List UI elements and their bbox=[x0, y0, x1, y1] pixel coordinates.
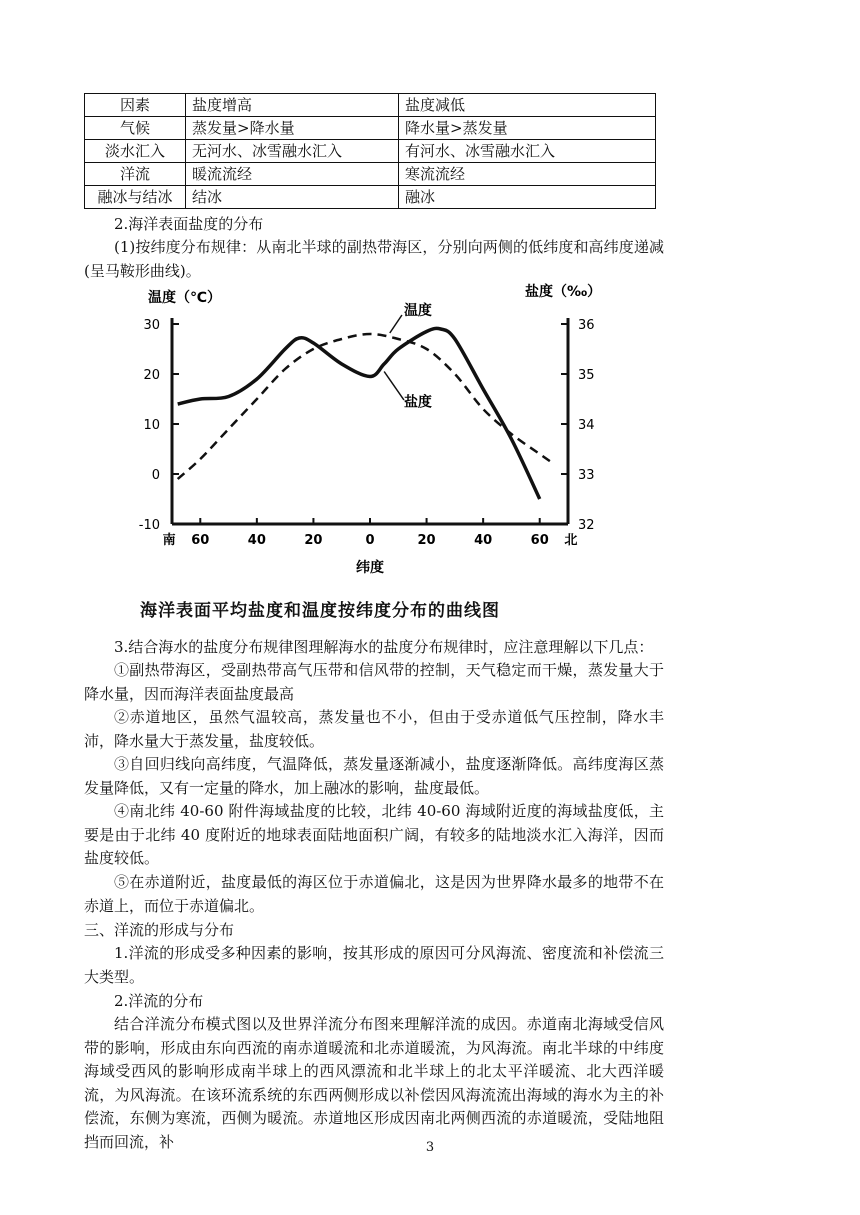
x-tick-label: 20 bbox=[304, 533, 323, 548]
x-tick-label: 60 bbox=[191, 533, 210, 548]
x-tick-label: 40 bbox=[474, 533, 493, 548]
page-number: 3 bbox=[425, 1140, 435, 1155]
paragraph-point-2: ②赤道地区，虽然气温较高，蒸发量也不小，但由于受赤道低气压控制，降水丰沛，降水量大于蒸发量，盐度较低。 bbox=[84, 708, 664, 750]
y-left-axis-title: 温度（℃） bbox=[148, 290, 221, 306]
table-cell: 寒流流经 bbox=[399, 163, 656, 186]
x-tick-label: 0 bbox=[365, 533, 375, 548]
paragraph-point-1: ①副热带海区，受副热带高气压带和信风带的控制，天气稳定而干燥，蒸发量大于降水量，因而海洋表面盐度最高 bbox=[84, 661, 664, 703]
paragraph: 1.洋流的形成受多种因素的影响，按其形成的原因可分风海流、密度流和补偿流三大类型。 bbox=[84, 944, 664, 986]
x-tick-label: 20 bbox=[417, 533, 436, 548]
chart-plot-area bbox=[139, 283, 601, 576]
table-header-cell: 盐度增高 bbox=[186, 94, 399, 117]
x-tick-label: 60 bbox=[530, 533, 549, 548]
y-right-tick-label: 36 bbox=[578, 318, 595, 333]
table-row bbox=[85, 117, 656, 140]
section-heading: 2.海洋表面盐度的分布 bbox=[114, 215, 264, 233]
y-left-tick-label: 30 bbox=[143, 318, 160, 333]
table-cell: 有河水、冰雪融水汇入 bbox=[399, 140, 656, 163]
x-tick-label: 40 bbox=[247, 533, 266, 548]
y-left-tick-label: -10 bbox=[138, 518, 160, 533]
y-left-tick-label: 0 bbox=[151, 468, 160, 483]
temperature-line bbox=[178, 334, 554, 479]
table-cell: 淡水汇入 bbox=[85, 140, 186, 163]
y-right-tick-label: 33 bbox=[578, 468, 595, 483]
x-tick-label: 南 bbox=[162, 533, 176, 548]
part-heading: 三、洋流的形成与分布 bbox=[84, 921, 235, 939]
y-right-tick-label: 32 bbox=[578, 518, 595, 533]
y-left-tick-label: 20 bbox=[143, 368, 160, 383]
sub-heading: 2.洋流的分布 bbox=[114, 992, 204, 1010]
chart-title: 海洋表面平均盐度和温度按纬度分布的曲线图 bbox=[140, 601, 500, 621]
paragraph-point-3: ③自回归线向高纬度，气温降低，蒸发量逐渐减小，盐度逐渐降低。高纬度海区蒸发量降低，又有一定量的降水，加上融冰的影响，盐度最低。 bbox=[84, 755, 664, 797]
paragraph-point-4: ④南北纬 40-60 附件海域盐度的比较，北纬 40-60 海域附近度的海域盐度低，主要是由于北纬 40 度附近的地球表面陆地面积广阔，有较多的陆地淡水汇入海洋，因而盐度较低。 bbox=[84, 802, 664, 867]
salinity-line bbox=[178, 328, 540, 499]
y-right-tick-label: 35 bbox=[578, 368, 595, 383]
x-axis-title: 纬度 bbox=[356, 560, 384, 576]
y-left-tick-label: 10 bbox=[143, 418, 160, 433]
table-cell: 洋流 bbox=[85, 163, 186, 186]
y-right-axis-title: 盐度（‰） bbox=[525, 284, 602, 300]
y-right-tick-label: 34 bbox=[578, 418, 595, 433]
salinity-factors-table bbox=[84, 93, 656, 209]
salinity-line-label: 盐度 bbox=[403, 394, 432, 411]
temperature-label-leader bbox=[390, 315, 402, 333]
table-cell: 无河水、冰雪融水汇入 bbox=[186, 140, 399, 163]
paragraph: 结合洋流分布模式图以及世界洋流分布图来理解洋流的成因。赤道南北海域受信风带的影响，形成由东向西流的南赤道暖流和北赤道暖流，为风海流。南北半球的中纬度海域受西风的影响形成南半球上的西风漂流和北半球上的北太平洋暖流、北大西洋暖流，为风海流。在该环流系统的东西两侧形成以补偿因风海流流出海域的海水为主的补偿流，东侧为寒流，西侧为暖流。赤道地区形成因南北两侧西流的赤道暖流，受陆地阻挡而回流，补 bbox=[84, 1015, 664, 1151]
section-heading: 3.结合海水的盐度分布规律图理解海水的盐度分布规律时，应注意理解以下几点： bbox=[114, 638, 654, 656]
paragraph: (1)按纬度分布规律：从南北半球的副热带海区，分别向两侧的低纬度和高纬度递减(呈马鞍形曲线)。 bbox=[84, 238, 664, 280]
x-tick-label: 北 bbox=[564, 533, 578, 548]
table-cell: 降水量>蒸发量 bbox=[399, 117, 656, 140]
paragraph-point-5: ⑤在赤道附近，盐度最低的海区位于赤道偏北，这是因为世界降水最多的地带不在赤道上，而位于赤道偏北。 bbox=[84, 873, 664, 915]
table-cell: 融冰与结冰 bbox=[85, 186, 186, 209]
table-cell: 蒸发量>降水量 bbox=[186, 117, 399, 140]
table-header-cell: 因素 bbox=[85, 94, 186, 117]
table-row bbox=[85, 186, 656, 209]
table-cell: 暖流流经 bbox=[186, 163, 399, 186]
table-row bbox=[85, 140, 656, 163]
table-cell: 融冰 bbox=[399, 186, 656, 209]
temperature-line-label: 温度 bbox=[403, 303, 432, 319]
table-header-row bbox=[85, 94, 656, 117]
salinity-temperature-chart bbox=[120, 278, 602, 578]
salinity-label-leader bbox=[384, 372, 404, 401]
table-header-cell: 盐度减低 bbox=[399, 94, 656, 117]
table-cell: 结冰 bbox=[186, 186, 399, 209]
table-cell: 气候 bbox=[85, 117, 186, 140]
table-row bbox=[85, 163, 656, 186]
